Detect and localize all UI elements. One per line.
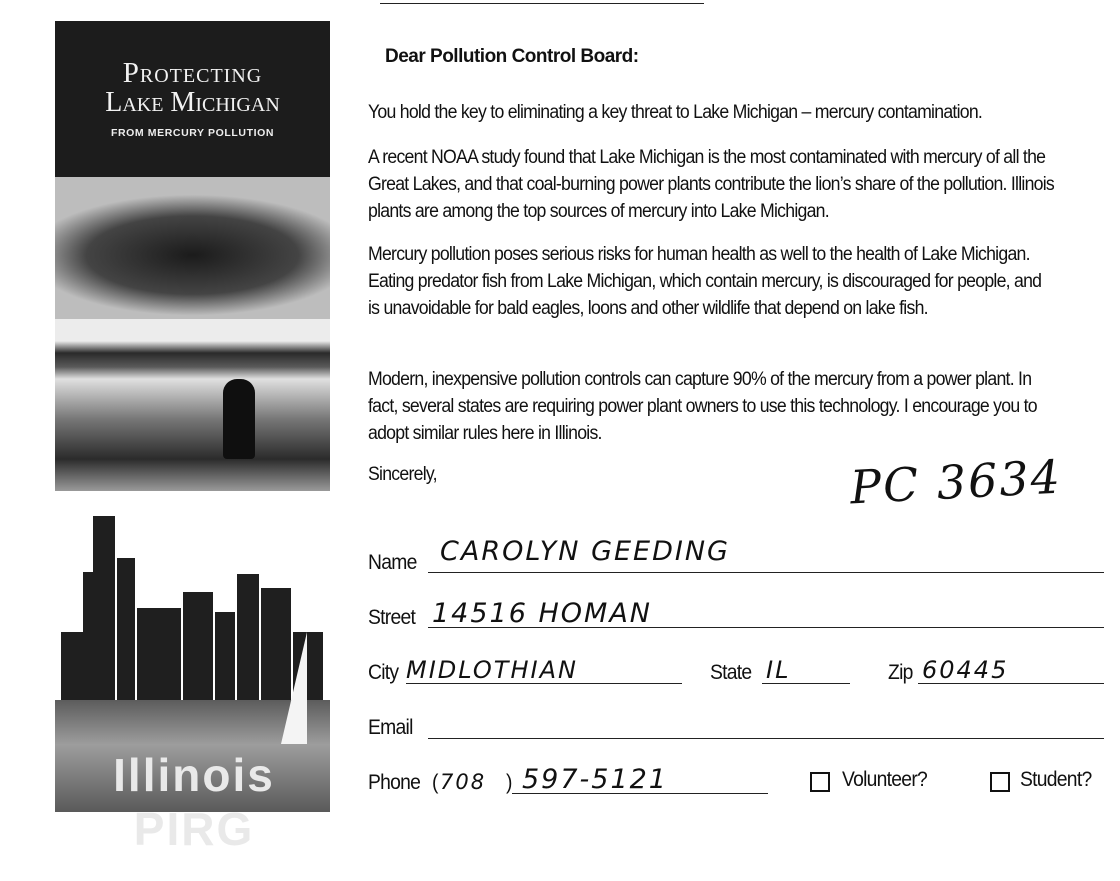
- letter-closing: Sincerely,: [368, 464, 437, 485]
- student-checkbox[interactable]: [990, 772, 1010, 792]
- storm-cloud-photo: [55, 177, 330, 319]
- phone-open-paren: (: [432, 771, 438, 794]
- top-rule: [380, 3, 704, 4]
- brochure-title-line1: Protecting: [122, 57, 263, 89]
- letter-paragraph: A recent NOAA study found that Lake Michigan is the most contaminated with mercury of all the Great Lakes, and that coal-burning power plants contribute the lion’s share of the pollution. Illinois plants are among the top sources of mercury into Lake Michigan.: [368, 147, 1055, 222]
- handwritten-reference-number: PC 3634: [848, 449, 1064, 515]
- phone-number-value: 597-5121: [522, 764, 668, 795]
- building: [215, 612, 235, 702]
- brochure-title-block: [55, 21, 330, 177]
- letter-greeting: Dear Pollution Control Board:: [385, 46, 639, 67]
- letter-paragraph: You hold the key to eliminating a key threat to Lake Michigan – mercury contamination.: [368, 102, 983, 123]
- city-value: MIDLOTHIAN: [406, 656, 578, 684]
- phone-close-paren: ): [506, 771, 512, 794]
- email-field[interactable]: [428, 738, 1104, 739]
- city-skyline-image: [55, 512, 330, 855]
- building: [137, 608, 181, 702]
- zip-label: Zip: [888, 661, 913, 684]
- sailboat: [281, 632, 307, 744]
- brochure-subtitle: FROM MERCURY POLLUTION: [110, 127, 275, 139]
- volunteer-label: Volunteer?: [842, 768, 928, 791]
- brochure-cover-image: [55, 21, 330, 491]
- org-logo-text: Illinois PIRG: [113, 749, 275, 855]
- skyscraper: [237, 574, 259, 702]
- name-label: Name: [368, 551, 417, 574]
- letter-paragraph: Modern, inexpensive pollution controls can capture 90% of the mercury from a power plant. In fact, several states are requiring power plant owners to use this technology. I encourage you to adopt similar rules here in Illinois.: [368, 369, 1037, 444]
- volunteer-checkbox[interactable]: [810, 772, 830, 792]
- phone-area-code-value: 708: [440, 770, 487, 794]
- name-field[interactable]: [428, 572, 1104, 573]
- state-label: State: [710, 661, 752, 684]
- lake-shore-photo: [55, 319, 330, 491]
- city-label: City: [368, 661, 399, 684]
- street-value: 14516 HOMAN: [432, 598, 652, 629]
- letter-paragraph: Mercury pollution poses serious risks for human health as well to the health of Lake Michigan. Eating predator fish from Lake Michigan, which contain mercury, is discouraged for people, and is unavoidable for bald eagles, loons and other wildlife that depend on lake fish.: [368, 244, 1042, 319]
- name-value: CAROLYN GEEDING: [440, 536, 730, 567]
- building: [183, 592, 213, 702]
- state-value: IL: [766, 656, 791, 684]
- person-silhouette: [223, 379, 255, 459]
- building: [61, 632, 85, 702]
- phone-label: Phone: [368, 771, 421, 794]
- skyscraper: [83, 572, 97, 702]
- student-label: Student?: [1020, 768, 1092, 791]
- zip-value: 60445: [922, 656, 1009, 684]
- street-label: Street: [368, 606, 416, 629]
- brochure-title-line2: Lake Michigan: [105, 87, 280, 118]
- email-label: Email: [368, 716, 413, 739]
- skyscraper: [117, 558, 135, 702]
